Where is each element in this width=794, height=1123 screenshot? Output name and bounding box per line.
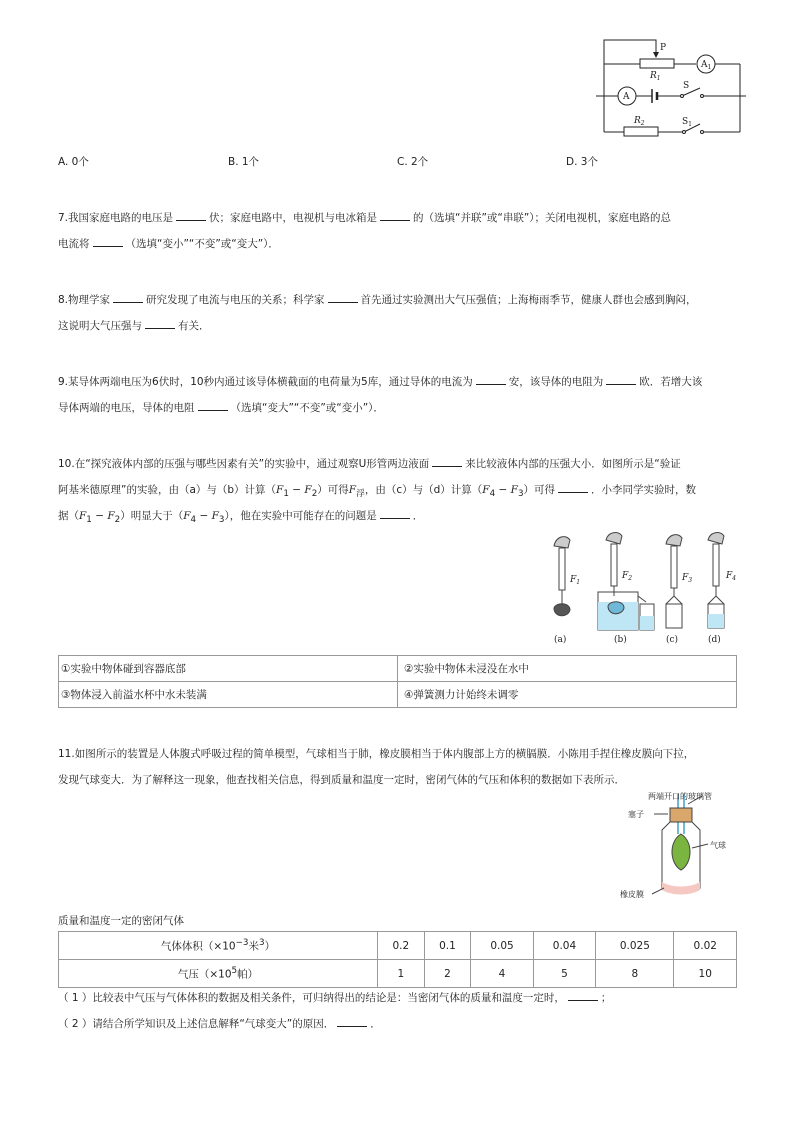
option-2[interactable]: ②实验中物体未浸没在水中 bbox=[398, 656, 737, 682]
table-cell: 2 bbox=[424, 960, 471, 988]
table-cell: 1 bbox=[378, 960, 425, 988]
answer-blank[interactable] bbox=[606, 374, 636, 385]
answer-blank[interactable] bbox=[432, 456, 462, 467]
q11-line1: 11.如图所示的装置是人体腹式呼吸过程的简单模型，气球相当于肺，橡皮膜相当于体内腹部上方的横膈膜．小陈用手捏住橡皮膜向下拉， bbox=[58, 748, 695, 760]
svg-text:F2: $F_2$ bbox=[622, 571, 633, 582]
option-d[interactable]: D. 3个 bbox=[566, 156, 598, 168]
svg-text:(a): (a) bbox=[554, 635, 567, 645]
q11-sub2: （ 2 ）请结合所学知识及上述信息解释“气球变大”的原因． ． bbox=[58, 1018, 381, 1030]
q7-line1: 7.我国家庭电路的电压是 伏；家庭电路中，电视机与电冰箱是 的（选填“并联”或“串联”）；关闭电视机，家庭电路的总 bbox=[58, 212, 672, 224]
option-c[interactable]: C. 2个 bbox=[397, 156, 429, 168]
table-row bbox=[59, 932, 737, 960]
answer-blank[interactable] bbox=[337, 1016, 367, 1027]
table-cell: 5 bbox=[533, 960, 595, 988]
table-cell: 8 bbox=[596, 960, 674, 988]
svg-text:(c): (c) bbox=[666, 635, 679, 645]
label-balloon: 气球 bbox=[710, 841, 726, 850]
svg-text:S: S bbox=[683, 81, 690, 91]
q10-line3: 据$(F_1 - F_2)$明显大于$(F_4 - F_3)$，他在实验中可能存在的问题是 ． bbox=[58, 510, 424, 526]
label-plug: 塞子 bbox=[628, 810, 644, 819]
answer-blank[interactable] bbox=[328, 292, 358, 303]
q11-line2: 发现气球变大．为了解释这一现象，他查找相关信息，得到质量和温度一定时，密闭气体的气压和体积的数据如下表所示． bbox=[58, 774, 625, 786]
q8-line1: 8.物理学家 研究发现了电流与电压的关系；科学家 首先通过实验测出大气压强值；上海梅雨季节，健康人群也会感到胸闷， bbox=[58, 294, 697, 306]
breathing-model-figure bbox=[606, 790, 784, 900]
answer-blank[interactable] bbox=[568, 990, 598, 1001]
label-membrane: 橡皮膜 bbox=[620, 890, 644, 899]
q8-line2: 这说明大气压强与 有关． bbox=[58, 320, 210, 332]
label-tube: 两端开口的玻璃管 bbox=[648, 792, 712, 801]
answer-blank[interactable] bbox=[558, 482, 588, 493]
option-b[interactable]: B. 1个 bbox=[228, 156, 260, 168]
answer-blank[interactable] bbox=[145, 318, 175, 329]
answer-blank[interactable] bbox=[113, 292, 143, 303]
svg-text:S1: $S_1$ bbox=[682, 117, 692, 128]
q7-line2: 电流将 （选填“变小”“不变”或“变大”）． bbox=[58, 238, 279, 250]
answer-blank[interactable] bbox=[93, 236, 123, 247]
table-cell: 0.025 bbox=[596, 932, 674, 960]
table-row bbox=[59, 960, 737, 988]
table-caption: 质量和温度一定的密闭气体 bbox=[58, 915, 184, 927]
table-cell: 0.02 bbox=[674, 932, 737, 960]
q10-options-table bbox=[58, 655, 737, 708]
table-cell: 4 bbox=[471, 960, 533, 988]
table-cell: 0.04 bbox=[533, 932, 595, 960]
label-p: P bbox=[660, 43, 667, 53]
svg-text:F3: $F_3$ bbox=[682, 573, 693, 584]
row-header-volume: 气体体积（$\times 10^{-3}$米$^3$） bbox=[59, 932, 378, 960]
table-cell: 0.1 bbox=[424, 932, 471, 960]
option-3[interactable]: ③物体浸入前溢水杯中水未装满 bbox=[59, 682, 398, 708]
svg-text:F4: $F_4$ bbox=[726, 571, 737, 582]
svg-text:R1: $R_1$ bbox=[650, 71, 661, 82]
table-cell: 10 bbox=[674, 960, 737, 988]
archimedes-experiment-figure bbox=[548, 530, 743, 648]
svg-text:A1: $A_1$ bbox=[701, 60, 712, 71]
answer-blank[interactable] bbox=[176, 210, 206, 221]
circuit-diagram bbox=[596, 34, 746, 142]
answer-blank[interactable] bbox=[198, 400, 228, 411]
table-cell: 0.2 bbox=[378, 932, 425, 960]
svg-text:A: A bbox=[623, 92, 630, 102]
table-cell: 0.05 bbox=[471, 932, 533, 960]
option-a[interactable]: A. 0个 bbox=[58, 156, 89, 168]
q10-line1: 10.在“探究液体内部的压强与哪些因素有关”的实验中，通过观察U形管两边液面 来比较液体内部的压强大小．如图所示是“验证 bbox=[58, 458, 681, 470]
q9-line1: 9.某导体两端电压为6伏时，10秒内通过该导体横截面的电荷量为5库，通过导体的电流为 安，该导体的电阻为 欧．若增大该 bbox=[58, 376, 703, 388]
q10-line2: 阿基米德原理”的实验，由（a）与（b）计算$(F_1 - F_2)$可得$F_浮$，由（c）与（d）计算$(F_4 - F_3)$可得 ．小李同学实验时，数 bbox=[58, 484, 697, 500]
answer-blank[interactable] bbox=[380, 210, 410, 221]
svg-text:R2: $R_2$ bbox=[634, 116, 645, 127]
option-4[interactable]: ④弹簧测力计始终未调零 bbox=[398, 682, 737, 708]
answer-blank[interactable] bbox=[476, 374, 506, 385]
gas-data-table bbox=[58, 931, 737, 988]
svg-text:(d): (d) bbox=[708, 635, 721, 645]
row-header-pressure: 气压（$\times 10^5$帕） bbox=[59, 960, 378, 988]
svg-text:(b): (b) bbox=[614, 635, 627, 645]
answer-blank[interactable] bbox=[380, 508, 410, 519]
q11-sub1: （ 1 ）比较表中气压与气体体积的数据及相关条件，可归纳得出的结论是：当密闭气体的质量和温度一定时， ； bbox=[58, 992, 612, 1004]
q9-line2: 导体两端的电压，导体的电阻 （选填“变大”“不变”或“变小”）． bbox=[58, 402, 384, 414]
option-1[interactable]: ①实验中物体碰到容器底部 bbox=[59, 656, 398, 682]
svg-text:F1: $F_1$ bbox=[570, 575, 581, 586]
